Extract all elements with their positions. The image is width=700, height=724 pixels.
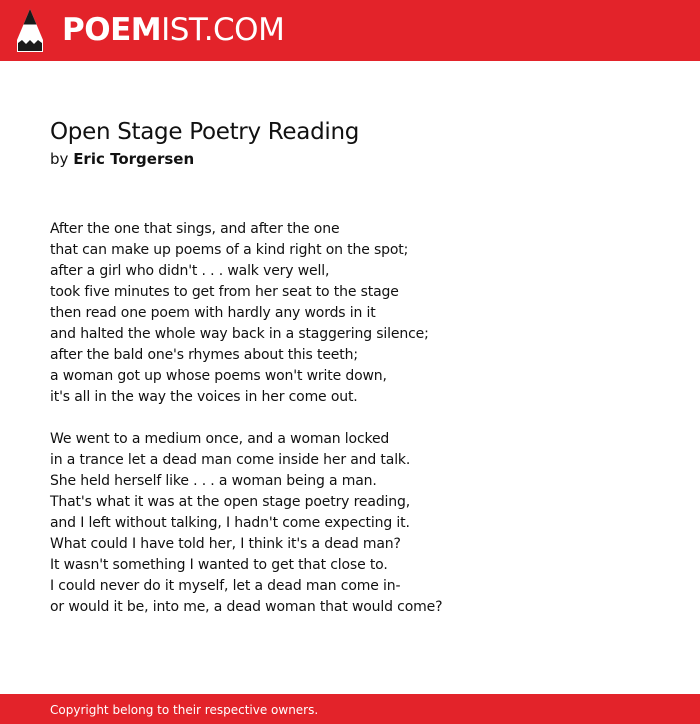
poem-line: a woman got up whose poems won't write down, [50,368,387,384]
poem-line: took five minutes to get from her seat to the stage [50,284,399,300]
copyright-text: Copyright belong to their respective owners. [50,703,319,717]
logo-light-text: IST.COM [161,12,285,48]
pencil-icon[interactable] [17,9,43,52]
poem-line: and I left without talking, I hadn't come expecting it. [50,515,410,531]
byline [50,149,194,169]
poem-line: after a girl who didn't . . . walk very well, [50,263,330,279]
poem-line: She held herself like . . . a woman being a man. [50,473,377,489]
poem-line: After the one that sings, and after the one [50,221,340,237]
poem-body [50,219,670,639]
poem-line: I could never do it myself, let a dead man come in- [50,578,401,594]
logo-bold-text: POEM [62,12,162,48]
by-prefix: by [50,150,69,168]
site-footer [0,694,700,724]
poem-line: What could I have told her, I think it's a dead man? [50,536,401,552]
poem-line: then read one poem with hardly any words in it [50,305,376,321]
poem-line: and halted the whole way back in a staggering silence; [50,326,429,342]
poem-line: that can make up poems of a kind right on the spot; [50,242,409,258]
poem-line: it's all in the way the voices in her come out. [50,389,358,405]
poem-line: or would it be, into me, a dead woman that would come? [50,599,443,615]
poem-line: after the bald one's rhymes about this teeth; [50,347,358,363]
author-name: Eric Torgersen [73,150,195,168]
poem-line: It wasn't something I wanted to get that close to. [50,557,388,573]
poem-line: That's what it was at the open stage poetry reading, [50,494,411,510]
poem-line: We went to a medium once, and a woman locked [50,431,390,447]
poem-stanza [50,219,670,408]
poem-stanza [50,429,670,618]
poem-title: Open Stage Poetry Reading [50,119,360,145]
poem-line: in a trance let a dead man come inside her and talk. [50,452,411,468]
site-logo[interactable] [62,12,284,48]
site-header [0,0,700,61]
